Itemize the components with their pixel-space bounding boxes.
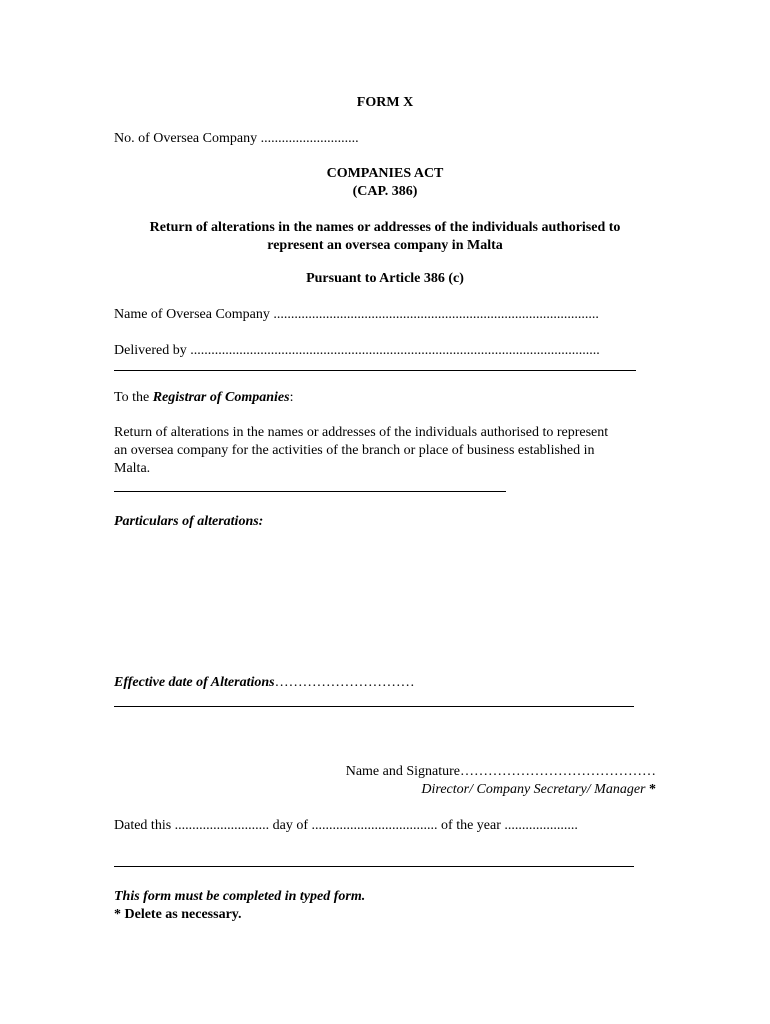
registrar-name: Registrar of Companies [152,390,290,405]
signature-field: Name and Signature…………………………………… [345,764,656,779]
dated-field: Dated this ........................... day of .................................... of the year ..................... [114,818,578,833]
signatory-role [421,781,656,799]
divider-rule-effective [114,706,634,707]
company-name-field: Name of Oversea Company ............................................................................................. [114,307,599,322]
act-chapter: (CAP. 386) [352,184,418,199]
divider-rule-short [114,491,506,492]
effective-date-field [114,674,415,692]
to-prefix: To the [114,390,153,405]
pursuant-article: Pursuant to Article 386 (c) [306,271,464,286]
body-line-1: Return of alterations in the names or addresses of the individuals authorised to represent [114,425,609,440]
signatory-star: * [645,782,656,797]
divider-rule-dated [114,866,634,867]
typed-form-note: This form must be completed in typed form. [114,889,366,904]
subject-line-1: Return of alterations in the names or addresses of the individuals authorised to [149,220,621,235]
delete-note: * Delete as necessary. [114,907,242,922]
effective-date-label: Effective date of Alterations [114,675,275,690]
registrar-address [114,389,293,407]
divider-rule [114,370,636,371]
subject-line-2: represent an oversea company in Malta [267,238,503,253]
particulars-heading: Particulars of alterations: [114,514,264,529]
body-line-2: an oversea company for the activities of the branch or place of business established in [114,443,595,458]
body-line-3: Malta. [114,461,151,476]
effective-date-dots: ………………………… [274,675,415,690]
company-number-field: No. of Oversea Company ............................ [114,131,359,146]
act-title: COMPANIES ACT [326,166,444,181]
form-title: FORM X [356,95,414,110]
delivered-by-field: Delivered by ..................................................................................................................... [114,343,600,358]
to-suffix: : [289,390,294,405]
signatory-role-text: Director/ Company Secretary/ Manager [421,782,646,797]
